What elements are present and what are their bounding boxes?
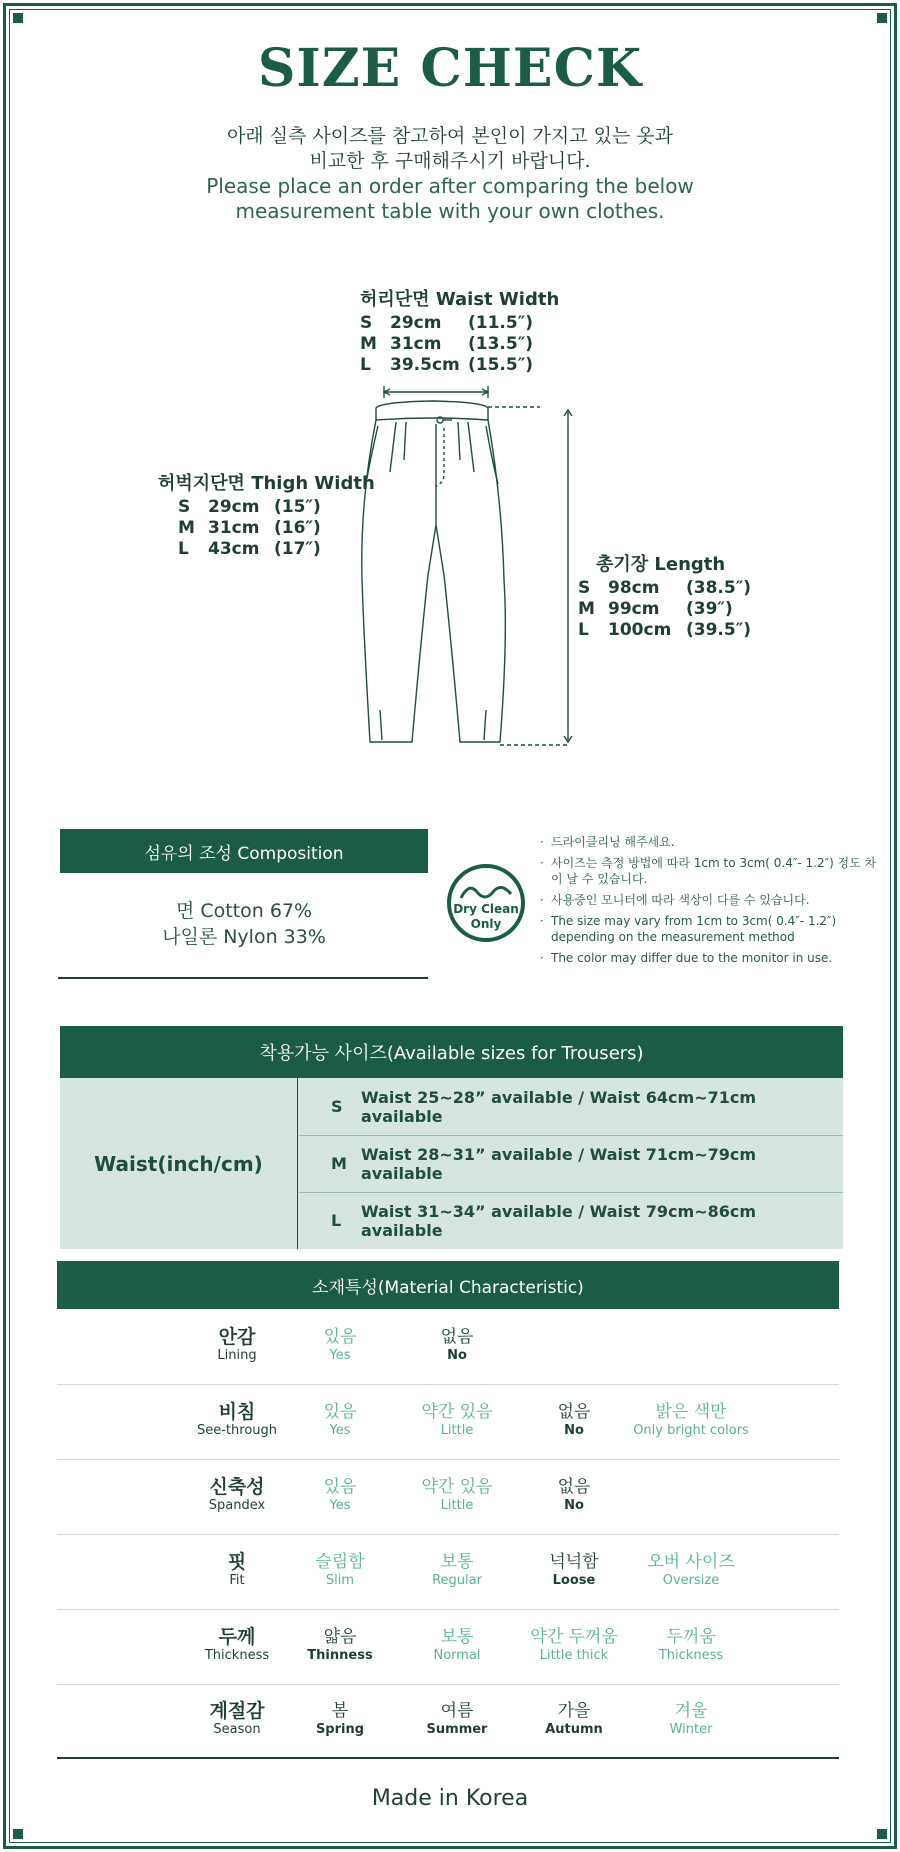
corner-mark (877, 13, 887, 23)
note-item: · 사용중인 모니터에 따라 색상이 다를 수 있습니다. (540, 893, 810, 907)
made-in-label: Made in Korea (371, 1786, 529, 1811)
waist-measurement (360, 285, 559, 376)
dry-clean-label: Dry Clean Only (453, 902, 519, 931)
material-option: 없음 No (557, 1477, 591, 1513)
material-option: 두꺼움 Thickness (658, 1627, 724, 1663)
material-option: 오버 사이즈 Oversize (647, 1552, 735, 1588)
length-row: S 98cm (38.5″) (578, 578, 752, 598)
material-option: 있음 Yes (323, 1402, 357, 1438)
material-option: 있음 Yes (323, 1327, 357, 1363)
page-title: SIZE CHECK (257, 38, 643, 99)
composition-line: 나일론 Nylon 33% (162, 926, 326, 948)
material-option: 없음 No (557, 1402, 591, 1438)
material-option: 슬림함 Slim (315, 1552, 365, 1588)
intro-ko-line2: 비교한 후 구매해주시기 바랍니다. (309, 150, 591, 172)
composition-divider (58, 977, 428, 979)
waistband (376, 401, 488, 420)
note-item: · 드라이클리닝 해주세요. (540, 835, 675, 849)
available-sizes-table (60, 1078, 843, 1249)
material-option: 봄 Spring (315, 1701, 365, 1737)
length-measurement (578, 550, 751, 641)
trousers-illustration (340, 380, 580, 760)
material-row-label: 두께 Thickness (204, 1626, 270, 1663)
material-option: 넉넉함 Loose (549, 1552, 599, 1588)
waist-row: S 29cm (11.5″) (360, 313, 534, 333)
material-row-label: 안감 Lining (217, 1326, 257, 1363)
waist-row: L 39.5cm (15.5″) (360, 355, 534, 375)
note-item: · 사이즈는 측정 방법에 따라 1cm to 3cm( 0.4″- 1.2″) 정도 차이 날 수 있습니다. (540, 856, 877, 886)
waist-row: M 31cm (13.5″) (360, 334, 534, 354)
waist-heading: 허리단면 Waist Width (360, 289, 560, 310)
waist-label: Waist(inch/cm) (60, 1078, 298, 1249)
material-row (57, 1385, 839, 1460)
material-option: 밝은 색만 Only bright colors (633, 1402, 749, 1438)
available-row: L Waist 31~34” available / Waist 79cm~86cm available (331, 1201, 757, 1240)
corner-mark (877, 1829, 887, 1839)
composition-line: 면 Cotton 67% (175, 900, 313, 922)
material-row (57, 1684, 839, 1759)
material-option: 보통 Normal (433, 1627, 481, 1663)
intro-ko-line1: 아래 실측 사이즈를 참고하여 본인이 가지고 있는 옷과 (226, 125, 674, 147)
material-option: 약간 두꺼움 Little thick (530, 1627, 618, 1663)
material-row-label: 신축성 Spandex (208, 1476, 266, 1513)
material-option: 보통 Regular (432, 1552, 482, 1588)
intro-en-line1: Please place an order after comparing the below (206, 174, 694, 198)
available-row: S Waist 25~28” available / Waist 64cm~71cm available (331, 1087, 757, 1126)
material-option: 가을 Autumn (545, 1701, 603, 1737)
material-row (57, 1460, 839, 1535)
material-option: 있음 Yes (323, 1477, 357, 1513)
material-option: 여름 Summer (426, 1701, 488, 1737)
thigh-row: L 43cm (17″) (178, 539, 321, 559)
material-row (57, 1610, 839, 1685)
composition-body (60, 878, 428, 950)
material-row (57, 1535, 839, 1610)
corner-mark (13, 1829, 23, 1839)
composition-heading: 섬유의 조성 Composition (60, 829, 428, 873)
thigh-row: M 31cm (16″) (178, 518, 321, 538)
care-notes (540, 834, 880, 971)
available-sizes-heading: 착용가능 사이즈(Available sizes for Trousers) (60, 1026, 843, 1078)
material-row-label: 비침 See-through (196, 1401, 278, 1438)
material-option: 얇음 Thinness (307, 1627, 373, 1663)
material-option: 없음 No (440, 1327, 474, 1363)
material-option: 약간 있음 Little (421, 1402, 493, 1438)
intro-en-line2: measurement table with your own clothes. (235, 199, 665, 223)
dry-clean-icon (447, 864, 525, 942)
thigh-heading: 허벅지단면 Thigh Width (158, 473, 375, 494)
thigh-row: S 29cm (15″) (178, 497, 321, 517)
material-row-label: 계절감 Season (209, 1700, 265, 1737)
note-item: · The color may differ due to the monitor in use. (540, 951, 833, 965)
material-row-label: 핏 Fit (227, 1551, 247, 1588)
note-item: · The size may vary from 1cm to 3cm( 0.4″- 1.2″) depending on the measurement method (540, 914, 837, 944)
length-row: L 100cm (39.5″) (578, 620, 752, 640)
material-option: 겨울 Winter (669, 1701, 713, 1737)
material-option: 약간 있음 Little (421, 1477, 493, 1513)
available-row: M Waist 28~31” available / Waist 71cm~79cm available (331, 1144, 757, 1183)
corner-mark (13, 13, 23, 23)
trousers-outline (362, 420, 506, 742)
material-heading: 소재특성(Material Characteristic) (57, 1261, 839, 1309)
length-heading: 총기장 Length (596, 554, 726, 575)
material-row (57, 1310, 839, 1385)
length-row: M 99cm (39″) (578, 599, 733, 619)
